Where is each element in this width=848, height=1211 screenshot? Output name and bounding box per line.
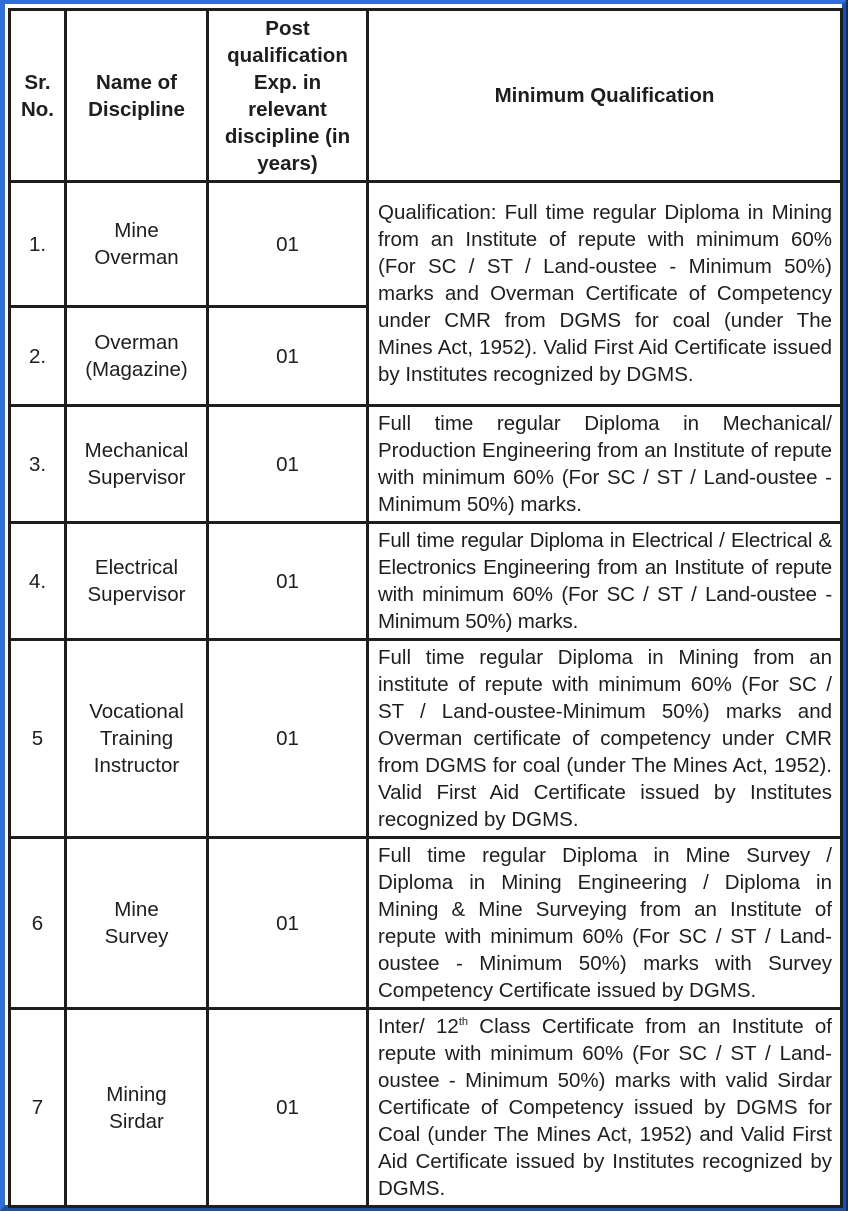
experience-cell: 01 bbox=[208, 1009, 368, 1207]
experience-cell: 01 bbox=[208, 307, 368, 406]
table-row bbox=[10, 838, 842, 1009]
ordinal-superscript: th bbox=[458, 1015, 468, 1028]
header-sr-no: Sr. No. bbox=[10, 10, 66, 182]
sr-no-cell: 7 bbox=[10, 1009, 66, 1207]
table-row bbox=[10, 523, 842, 640]
qualification-cell: Qualification: Full time regular Diploma in Mining from an Institute of repute with minimum 60% (For SC / ST / Land-oustee - Minimum 50%) marks and Overman Certificate of Competency under CMR from DGMS for coal (under The Mines Act, 1952). Valid First Aid Certificate issued by Institutes recognized by DGMS. bbox=[368, 182, 842, 406]
header-name-of-discipline: Name of Discipline bbox=[66, 10, 208, 182]
sr-no-cell: 3. bbox=[10, 406, 66, 523]
header-experience: Post qualification Exp. in relevant discipline (in years) bbox=[208, 10, 368, 182]
qualification-cell: Full time regular Diploma in Mining from an institute of repute with minimum 60% (For SC / ST / Land-oustee-Minimum 50%) marks and Overman certificate of competency under CMR from DGMS for coal (under The Mines Act, 1952). Valid First Aid Certificate issued by Institutes recognized by DGMS. bbox=[368, 640, 842, 838]
discipline-name-cell: Overman (Magazine) bbox=[66, 307, 208, 406]
discipline-name-cell: Electrical Supervisor bbox=[66, 523, 208, 640]
header-minimum-qualification: Minimum Qualification bbox=[368, 10, 842, 182]
sr-no-cell: 2. bbox=[10, 307, 66, 406]
experience-cell: 01 bbox=[208, 182, 368, 307]
discipline-name-cell: Mining Sirdar bbox=[66, 1009, 208, 1207]
experience-cell: 01 bbox=[208, 838, 368, 1009]
discipline-name-cell: Mine Overman bbox=[66, 182, 208, 307]
table-header-row bbox=[10, 10, 842, 182]
discipline-name-cell: Vocational Training Instructor bbox=[66, 640, 208, 838]
qualification-cell: Full time regular Diploma in Electrical / Electrical & Electronics Engineering from an Institute of repute with minimum 60% (For SC / ST / Land-oustee - Minimum 50%) marks. bbox=[368, 523, 842, 640]
table-row bbox=[10, 406, 842, 523]
qualification-rest: Class Certificate from an Institute of repute with minimum 60% (For SC / ST / Land-oustee - Minimum 50%) marks with valid Sirdar Certificate of Competency issued by DGMS for Coal (under The Mines Act, 1952) and Valid First Aid Certificate issued by Institutes recognized by DGMS. bbox=[378, 1014, 832, 1201]
experience-cell: 01 bbox=[208, 640, 368, 838]
sr-no-cell: 4. bbox=[10, 523, 66, 640]
qualification-cell bbox=[368, 1009, 842, 1207]
qualification-cell: Full time regular Diploma in Mine Survey / Diploma in Mining Engineering / Diploma in Mining & Mine Surveying from an Institute of repute with minimum 60% (For SC / ST / Land-oustee - Minimum 50%) marks with Survey Competency Certificate issued by DGMS. bbox=[368, 838, 842, 1009]
qualification-cell: Full time regular Diploma in Mechanical/ Production Engineering from an Institute of repute with minimum 60% (For SC / ST / Land-oustee -Minimum 50%) marks. bbox=[368, 406, 842, 523]
sr-no-cell: 5 bbox=[10, 640, 66, 838]
table-row bbox=[10, 1009, 842, 1207]
discipline-name-cell: Mechanical Supervisor bbox=[66, 406, 208, 523]
qualification-table bbox=[8, 8, 843, 1208]
sr-no-cell: 6 bbox=[10, 838, 66, 1009]
discipline-name-cell: Mine Survey bbox=[66, 838, 208, 1009]
experience-cell: 01 bbox=[208, 406, 368, 523]
table-row bbox=[10, 182, 842, 307]
experience-cell: 01 bbox=[208, 523, 368, 640]
qualification-prefix: Inter/ 12 bbox=[378, 1014, 459, 1038]
table-row bbox=[10, 640, 842, 838]
sr-no-cell: 1. bbox=[10, 182, 66, 307]
